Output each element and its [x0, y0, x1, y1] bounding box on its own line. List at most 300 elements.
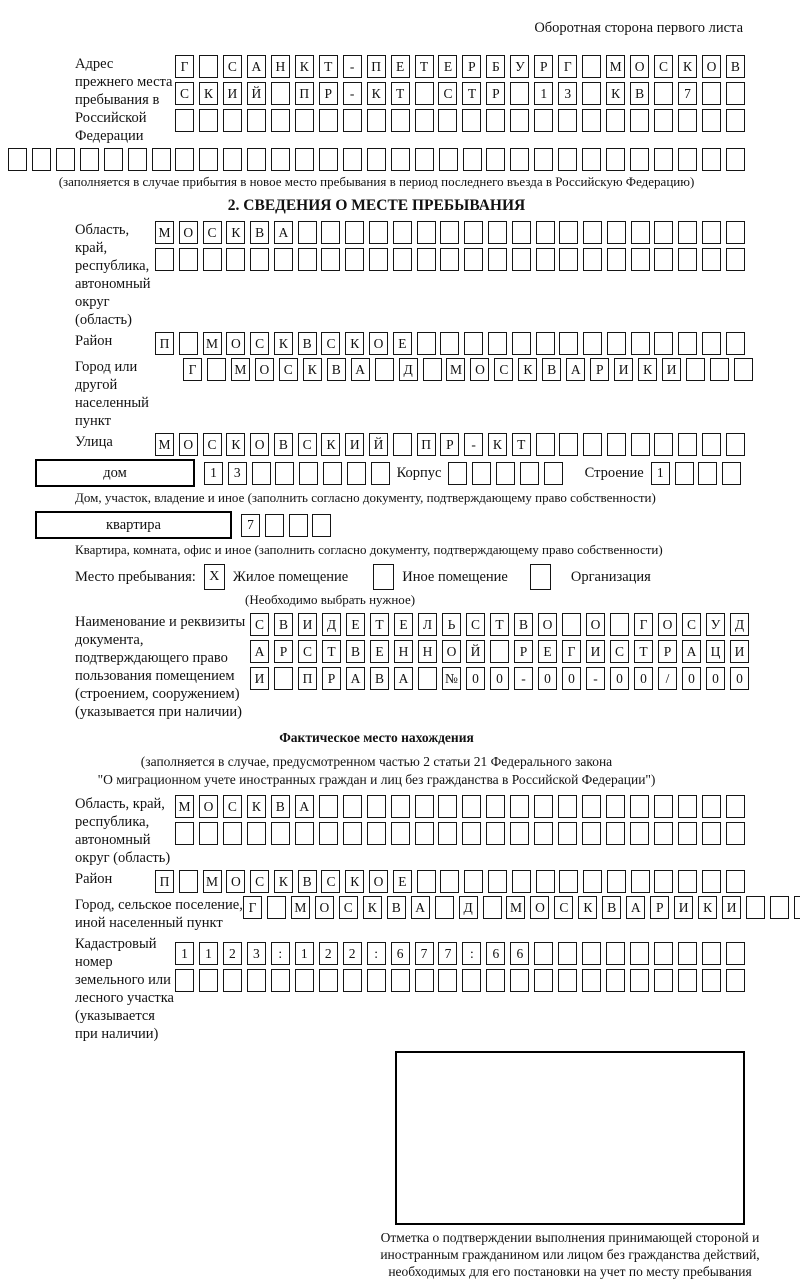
char-cell[interactable] — [702, 942, 721, 965]
char-cell[interactable]: 2 — [319, 942, 338, 965]
char-cell[interactable]: Н — [394, 640, 413, 663]
char-cell[interactable] — [702, 433, 721, 456]
char-cell[interactable]: 1 — [651, 462, 670, 485]
char-cell[interactable] — [415, 795, 434, 818]
char-cell[interactable] — [631, 332, 650, 355]
char-cell[interactable]: Г — [634, 613, 653, 636]
char-cell[interactable] — [678, 109, 697, 132]
char-cell[interactable] — [104, 148, 123, 171]
checkbox-organizacia[interactable] — [530, 564, 551, 590]
char-cell[interactable]: В — [726, 55, 745, 78]
char-cell[interactable]: В — [274, 433, 293, 456]
char-cell[interactable]: В — [327, 358, 346, 381]
char-cell[interactable] — [607, 248, 626, 271]
char-cell[interactable] — [415, 822, 434, 845]
char-cell[interactable]: О — [530, 896, 549, 919]
char-cell[interactable] — [559, 870, 578, 893]
char-cell[interactable] — [558, 148, 577, 171]
char-cell[interactable]: К — [247, 795, 266, 818]
char-cell[interactable] — [654, 332, 673, 355]
char-cell[interactable]: А — [566, 358, 585, 381]
char-cell[interactable]: 0 — [538, 667, 557, 690]
char-cell[interactable]: У — [706, 613, 725, 636]
char-cell[interactable]: К — [606, 82, 625, 105]
char-cell[interactable]: И — [662, 358, 681, 381]
char-cell[interactable] — [559, 248, 578, 271]
char-cell[interactable] — [698, 462, 717, 485]
char-cell[interactable] — [496, 462, 515, 485]
char-cell[interactable] — [271, 148, 290, 171]
char-cell[interactable] — [343, 148, 362, 171]
char-cell[interactable] — [289, 514, 308, 537]
char-cell[interactable] — [582, 55, 601, 78]
char-cell[interactable]: 3 — [558, 82, 577, 105]
char-cell[interactable] — [438, 795, 457, 818]
char-cell[interactable] — [606, 795, 625, 818]
char-cell[interactable] — [393, 221, 412, 244]
char-cell[interactable] — [558, 822, 577, 845]
char-cell[interactable] — [512, 870, 531, 893]
char-cell[interactable]: В — [298, 870, 317, 893]
actual-city-row[interactable] — [243, 896, 800, 919]
char-cell[interactable] — [199, 148, 218, 171]
char-cell[interactable]: Е — [393, 870, 412, 893]
char-cell[interactable] — [520, 462, 539, 485]
char-cell[interactable] — [582, 109, 601, 132]
char-cell[interactable] — [274, 248, 293, 271]
char-cell[interactable] — [80, 148, 99, 171]
char-cell[interactable]: О — [369, 332, 388, 355]
char-cell[interactable] — [512, 332, 531, 355]
char-cell[interactable]: С — [339, 896, 358, 919]
char-cell[interactable] — [321, 221, 340, 244]
char-cell[interactable] — [770, 896, 789, 919]
char-cell[interactable] — [654, 221, 673, 244]
char-cell[interactable] — [319, 148, 338, 171]
char-cell[interactable] — [536, 248, 555, 271]
char-cell[interactable] — [321, 248, 340, 271]
char-cell[interactable]: Л — [418, 613, 437, 636]
char-cell[interactable] — [417, 870, 436, 893]
cadastral-row-2[interactable] — [175, 969, 745, 992]
char-cell[interactable] — [199, 969, 218, 992]
char-cell[interactable] — [175, 822, 194, 845]
char-cell[interactable]: И — [730, 640, 749, 663]
char-cell[interactable] — [559, 221, 578, 244]
char-cell[interactable] — [440, 332, 459, 355]
char-cell[interactable] — [440, 870, 459, 893]
char-cell[interactable]: П — [367, 55, 386, 78]
char-cell[interactable] — [534, 942, 553, 965]
char-cell[interactable] — [631, 248, 650, 271]
char-cell[interactable] — [734, 358, 753, 381]
actual-district-row[interactable] — [155, 870, 745, 893]
char-cell[interactable]: К — [321, 433, 340, 456]
char-cell[interactable]: А — [411, 896, 430, 919]
char-cell[interactable] — [179, 332, 198, 355]
char-cell[interactable] — [630, 795, 649, 818]
char-cell[interactable] — [582, 148, 601, 171]
char-cell[interactable] — [472, 462, 491, 485]
prev-address-row-3[interactable] — [175, 109, 745, 132]
char-cell[interactable]: М — [155, 221, 174, 244]
char-cell[interactable]: О — [315, 896, 334, 919]
char-cell[interactable] — [510, 109, 529, 132]
char-cell[interactable]: Т — [512, 433, 531, 456]
char-cell[interactable]: Д — [322, 613, 341, 636]
char-cell[interactable] — [726, 248, 745, 271]
char-cell[interactable] — [418, 667, 437, 690]
char-cell[interactable]: Б — [486, 55, 505, 78]
char-cell[interactable]: О — [470, 358, 489, 381]
checkbox-zhiloe[interactable]: X — [204, 564, 225, 590]
char-cell[interactable] — [417, 332, 436, 355]
char-cell[interactable]: И — [345, 433, 364, 456]
char-cell[interactable] — [726, 969, 745, 992]
char-cell[interactable]: Т — [415, 55, 434, 78]
char-cell[interactable] — [175, 969, 194, 992]
char-cell[interactable] — [607, 870, 626, 893]
char-cell[interactable] — [654, 822, 673, 845]
char-cell[interactable]: - — [343, 82, 362, 105]
char-cell[interactable]: В — [250, 221, 269, 244]
char-cell[interactable]: В — [370, 667, 389, 690]
char-cell[interactable] — [247, 822, 266, 845]
char-cell[interactable]: 0 — [730, 667, 749, 690]
char-cell[interactable] — [488, 221, 507, 244]
char-cell[interactable] — [654, 148, 673, 171]
char-cell[interactable]: Т — [370, 613, 389, 636]
city-row[interactable] — [183, 358, 753, 381]
char-cell[interactable]: - — [514, 667, 533, 690]
char-cell[interactable]: К — [578, 896, 597, 919]
char-cell[interactable]: Р — [322, 667, 341, 690]
char-cell[interactable]: Ц — [706, 640, 725, 663]
char-cell[interactable]: С — [321, 332, 340, 355]
char-cell[interactable] — [678, 795, 697, 818]
char-cell[interactable] — [393, 248, 412, 271]
char-cell[interactable]: О — [199, 795, 218, 818]
char-cell[interactable]: 7 — [678, 82, 697, 105]
char-cell[interactable] — [583, 433, 602, 456]
char-cell[interactable]: П — [295, 82, 314, 105]
char-cell[interactable] — [510, 969, 529, 992]
char-cell[interactable] — [415, 82, 434, 105]
street-row[interactable] — [155, 433, 745, 456]
char-cell[interactable]: О — [586, 613, 605, 636]
char-cell[interactable] — [607, 221, 626, 244]
char-cell[interactable]: К — [678, 55, 697, 78]
char-cell[interactable] — [582, 82, 601, 105]
char-cell[interactable]: Е — [394, 613, 413, 636]
char-cell[interactable] — [319, 109, 338, 132]
char-cell[interactable]: : — [271, 942, 290, 965]
char-cell[interactable] — [606, 822, 625, 845]
char-cell[interactable] — [488, 870, 507, 893]
char-cell[interactable]: О — [658, 613, 677, 636]
char-cell[interactable]: 0 — [466, 667, 485, 690]
char-cell[interactable] — [345, 248, 364, 271]
char-cell[interactable] — [56, 148, 75, 171]
char-cell[interactable] — [654, 109, 673, 132]
char-cell[interactable]: И — [722, 896, 741, 919]
char-cell[interactable]: 0 — [562, 667, 581, 690]
char-cell[interactable] — [606, 109, 625, 132]
char-cell[interactable] — [247, 148, 266, 171]
char-cell[interactable]: 2 — [343, 942, 362, 965]
char-cell[interactable]: 6 — [486, 942, 505, 965]
char-cell[interactable]: К — [226, 221, 245, 244]
char-cell[interactable]: 6 — [391, 942, 410, 965]
char-cell[interactable] — [702, 870, 721, 893]
char-cell[interactable] — [512, 221, 531, 244]
char-cell[interactable] — [203, 248, 222, 271]
char-cell[interactable] — [464, 332, 483, 355]
char-cell[interactable]: А — [250, 640, 269, 663]
char-cell[interactable]: Р — [534, 55, 553, 78]
char-cell[interactable] — [438, 822, 457, 845]
char-cell[interactable]: Т — [634, 640, 653, 663]
actual-region-row-2[interactable] — [175, 822, 745, 845]
char-cell[interactable] — [464, 870, 483, 893]
char-cell[interactable] — [312, 514, 331, 537]
char-cell[interactable]: К — [345, 870, 364, 893]
char-cell[interactable] — [391, 109, 410, 132]
house-number-row[interactable] — [204, 462, 390, 485]
char-cell[interactable] — [462, 795, 481, 818]
char-cell[interactable]: / — [658, 667, 677, 690]
char-cell[interactable]: 1 — [175, 942, 194, 965]
char-cell[interactable] — [223, 109, 242, 132]
char-cell[interactable] — [558, 942, 577, 965]
char-cell[interactable] — [486, 822, 505, 845]
char-cell[interactable] — [175, 109, 194, 132]
char-cell[interactable] — [462, 969, 481, 992]
char-cell[interactable]: У — [510, 55, 529, 78]
district-row[interactable] — [155, 332, 745, 355]
char-cell[interactable] — [726, 433, 745, 456]
char-cell[interactable]: 6 — [510, 942, 529, 965]
char-cell[interactable] — [702, 82, 721, 105]
char-cell[interactable]: Т — [462, 82, 481, 105]
char-cell[interactable]: Д — [730, 613, 749, 636]
char-cell[interactable] — [702, 109, 721, 132]
char-cell[interactable] — [488, 248, 507, 271]
char-cell[interactable]: О — [250, 433, 269, 456]
char-cell[interactable]: Т — [391, 82, 410, 105]
char-cell[interactable]: Т — [322, 640, 341, 663]
char-cell[interactable] — [440, 221, 459, 244]
char-cell[interactable] — [367, 148, 386, 171]
char-cell[interactable] — [606, 942, 625, 965]
char-cell[interactable] — [654, 433, 673, 456]
char-cell[interactable]: Й — [247, 82, 266, 105]
char-cell[interactable] — [534, 148, 553, 171]
char-cell[interactable] — [746, 896, 765, 919]
char-cell[interactable]: 2 — [223, 942, 242, 965]
char-cell[interactable]: О — [255, 358, 274, 381]
char-cell[interactable] — [631, 870, 650, 893]
char-cell[interactable]: С — [203, 433, 222, 456]
char-cell[interactable] — [155, 248, 174, 271]
char-cell[interactable] — [726, 109, 745, 132]
char-cell[interactable] — [686, 358, 705, 381]
char-cell[interactable]: С — [250, 613, 269, 636]
char-cell[interactable] — [583, 221, 602, 244]
char-cell[interactable] — [678, 221, 697, 244]
char-cell[interactable]: К — [638, 358, 657, 381]
char-cell[interactable]: Н — [271, 55, 290, 78]
char-cell[interactable]: О — [179, 221, 198, 244]
char-cell[interactable] — [252, 462, 271, 485]
char-cell[interactable] — [582, 942, 601, 965]
char-cell[interactable]: А — [351, 358, 370, 381]
char-cell[interactable] — [536, 221, 555, 244]
char-cell[interactable]: К — [488, 433, 507, 456]
char-cell[interactable]: : — [367, 942, 386, 965]
char-cell[interactable]: П — [155, 870, 174, 893]
char-cell[interactable] — [630, 969, 649, 992]
char-cell[interactable] — [440, 248, 459, 271]
char-cell[interactable] — [8, 148, 27, 171]
korpus-row[interactable] — [448, 462, 562, 485]
char-cell[interactable]: С — [438, 82, 457, 105]
char-cell[interactable]: С — [279, 358, 298, 381]
char-cell[interactable] — [298, 248, 317, 271]
char-cell[interactable] — [435, 896, 454, 919]
char-cell[interactable]: № — [442, 667, 461, 690]
stroenie-row[interactable] — [651, 462, 741, 485]
char-cell[interactable] — [367, 795, 386, 818]
char-cell[interactable] — [462, 822, 481, 845]
char-cell[interactable] — [544, 462, 563, 485]
char-cell[interactable] — [702, 332, 721, 355]
char-cell[interactable]: К — [518, 358, 537, 381]
char-cell[interactable] — [223, 822, 242, 845]
char-cell[interactable]: О — [630, 55, 649, 78]
char-cell[interactable] — [678, 870, 697, 893]
char-cell[interactable] — [271, 82, 290, 105]
char-cell[interactable]: А — [682, 640, 701, 663]
cadastral-row-1[interactable] — [175, 942, 745, 965]
char-cell[interactable]: М — [203, 332, 222, 355]
char-cell[interactable] — [275, 462, 294, 485]
char-cell[interactable] — [417, 248, 436, 271]
char-cell[interactable]: М — [203, 870, 222, 893]
char-cell[interactable]: С — [298, 640, 317, 663]
char-cell[interactable] — [299, 462, 318, 485]
char-cell[interactable] — [464, 221, 483, 244]
char-cell[interactable]: И — [614, 358, 633, 381]
char-cell[interactable]: С — [610, 640, 629, 663]
char-cell[interactable] — [369, 248, 388, 271]
char-cell[interactable] — [391, 969, 410, 992]
char-cell[interactable] — [128, 148, 147, 171]
char-cell[interactable] — [295, 148, 314, 171]
char-cell[interactable]: К — [295, 55, 314, 78]
char-cell[interactable]: К — [367, 82, 386, 105]
char-cell[interactable]: И — [223, 82, 242, 105]
char-cell[interactable] — [583, 248, 602, 271]
region-row-2[interactable] — [155, 248, 745, 271]
char-cell[interactable] — [559, 433, 578, 456]
char-cell[interactable]: П — [417, 433, 436, 456]
prev-address-row-2[interactable] — [175, 82, 745, 105]
char-cell[interactable] — [678, 942, 697, 965]
char-cell[interactable]: В — [602, 896, 621, 919]
char-cell[interactable] — [726, 942, 745, 965]
char-cell[interactable]: К — [226, 433, 245, 456]
char-cell[interactable]: М — [155, 433, 174, 456]
char-cell[interactable] — [631, 433, 650, 456]
char-cell[interactable] — [375, 358, 394, 381]
char-cell[interactable]: 0 — [706, 667, 725, 690]
char-cell[interactable] — [558, 795, 577, 818]
char-cell[interactable]: С — [250, 332, 269, 355]
char-cell[interactable]: В — [630, 82, 649, 105]
char-cell[interactable]: О — [442, 640, 461, 663]
char-cell[interactable]: Г — [562, 640, 581, 663]
char-cell[interactable]: С — [554, 896, 573, 919]
char-cell[interactable] — [393, 433, 412, 456]
char-cell[interactable] — [319, 969, 338, 992]
char-cell[interactable]: Е — [393, 332, 412, 355]
char-cell[interactable] — [536, 870, 555, 893]
char-cell[interactable]: 1 — [295, 942, 314, 965]
char-cell[interactable]: К — [274, 332, 293, 355]
char-cell[interactable]: 0 — [490, 667, 509, 690]
char-cell[interactable]: 7 — [438, 942, 457, 965]
char-cell[interactable]: 1 — [204, 462, 223, 485]
char-cell[interactable]: Р — [319, 82, 338, 105]
char-cell[interactable]: О — [226, 870, 245, 893]
char-cell[interactable] — [678, 248, 697, 271]
prev-address-row-4[interactable] — [8, 148, 745, 171]
char-cell[interactable]: Г — [183, 358, 202, 381]
char-cell[interactable]: - — [586, 667, 605, 690]
char-cell[interactable] — [562, 613, 581, 636]
char-cell[interactable] — [488, 332, 507, 355]
char-cell[interactable] — [223, 148, 242, 171]
char-cell[interactable]: С — [682, 613, 701, 636]
char-cell[interactable] — [726, 822, 745, 845]
char-cell[interactable]: О — [226, 332, 245, 355]
char-cell[interactable] — [794, 896, 800, 919]
char-cell[interactable] — [415, 148, 434, 171]
char-cell[interactable] — [726, 148, 745, 171]
char-cell[interactable] — [630, 109, 649, 132]
char-cell[interactable] — [510, 82, 529, 105]
char-cell[interactable]: К — [345, 332, 364, 355]
char-cell[interactable]: Й — [466, 640, 485, 663]
char-cell[interactable] — [678, 433, 697, 456]
char-cell[interactable]: 3 — [228, 462, 247, 485]
char-cell[interactable] — [702, 148, 721, 171]
char-cell[interactable] — [250, 248, 269, 271]
char-cell[interactable] — [582, 822, 601, 845]
char-cell[interactable] — [343, 969, 362, 992]
char-cell[interactable]: О — [538, 613, 557, 636]
char-cell[interactable]: 1 — [199, 942, 218, 965]
char-cell[interactable]: К — [363, 896, 382, 919]
char-cell[interactable]: 0 — [682, 667, 701, 690]
char-cell[interactable]: С — [466, 613, 485, 636]
char-cell[interactable] — [274, 667, 293, 690]
char-cell[interactable]: С — [250, 870, 269, 893]
char-cell[interactable]: 7 — [241, 514, 260, 537]
char-cell[interactable]: Ь — [442, 613, 461, 636]
char-cell[interactable]: Р — [440, 433, 459, 456]
